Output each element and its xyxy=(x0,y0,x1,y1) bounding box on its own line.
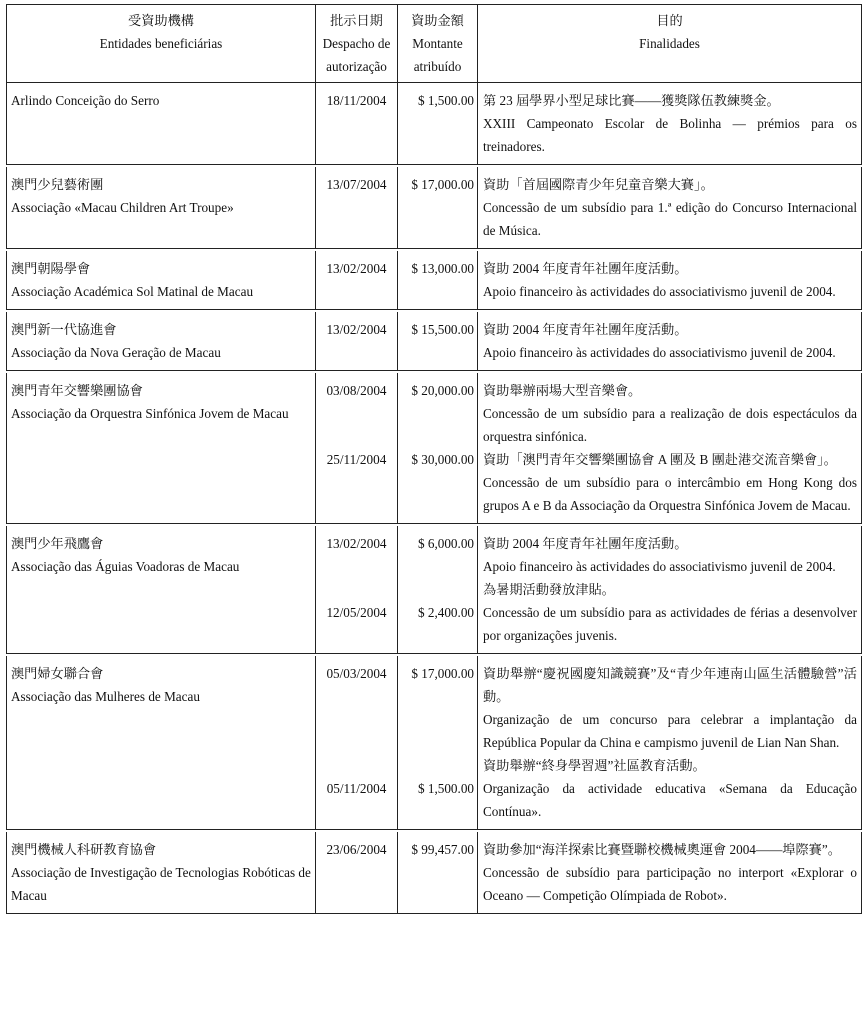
purpose-cell xyxy=(478,373,862,524)
table-row xyxy=(7,251,862,310)
purpose-cell xyxy=(478,832,862,914)
purpose-zh: 資助「首屆國際青少年兒童音樂大賽」。 xyxy=(483,177,714,192)
purpose-pt: Concessão de um subsídio para a realização de dois espectáculos da orquestra sinfónica. xyxy=(483,406,857,444)
date-cell: 18/11/2004 xyxy=(316,83,398,165)
purpose-zh: 資助「澳門青年交響樂團協會 A 團及 B 團赴港交流音樂會」。 xyxy=(483,452,837,467)
purpose-pt: Organização da actividade educativa «Semana da Educação Contínua». xyxy=(483,781,857,819)
entity-name-pt: Associação das Águias Voadoras de Macau xyxy=(11,559,240,574)
amount-cell: $ 99,457.00 xyxy=(398,832,478,914)
date-cell: 13/02/2004 12/05/2004 xyxy=(316,526,398,654)
entity-name-zh: 澳門婦女聯合會 xyxy=(11,666,104,681)
purpose-cell xyxy=(478,526,862,654)
entity-name-pt: Associação das Mulheres de Macau xyxy=(11,689,200,704)
entity-name-zh: 澳門機械人科研教育協會 xyxy=(11,842,157,857)
purpose-zh: 第 23 屆學界小型足球比賽——獲獎隊伍教練獎金。 xyxy=(483,93,780,108)
date-cell: 03/08/2004 25/11/2004 xyxy=(316,373,398,524)
entity-name-cell xyxy=(7,251,316,310)
header-date: 批示日期 Despacho de autorização xyxy=(316,5,398,83)
amount-cell: $ 17,000.00 $ 1,500.00 xyxy=(398,656,478,830)
purpose-cell xyxy=(478,83,862,165)
entity-name-pt: Associação Académica Sol Matinal de Macau xyxy=(11,284,254,299)
purpose-pt: Apoio financeiro às actividades do associativismo juvenil de 2004. xyxy=(483,559,836,574)
entity-name-cell xyxy=(7,526,316,654)
table-row xyxy=(7,656,862,830)
table-row xyxy=(7,526,862,654)
table-row xyxy=(7,83,862,165)
table-row xyxy=(7,167,862,249)
table-row xyxy=(7,373,862,524)
purpose-pt: Concessão de um subsídio para o intercâmbio em Hong Kong dos grupos A e B da Associação da Orquestra Sinfónica Jovem de Macau. xyxy=(483,475,857,513)
table-row xyxy=(7,312,862,371)
purpose-zh: 資助舉辦“慶祝國慶知識競賽”及“青少年連南山區生活體驗營”活動。 xyxy=(483,666,857,704)
entity-name-zh: 澳門少兒藝術團 xyxy=(11,177,104,192)
entity-name-pt: Associação de Investigação de Tecnologias Robóticas de Macau xyxy=(11,865,311,903)
entity-name-pt: Arlindo Conceição do Serro xyxy=(11,93,160,108)
entity-name-zh: 澳門朝陽學會 xyxy=(11,261,91,276)
header-entity: 受資助機構 Entidades beneficiárias xyxy=(7,5,316,83)
entity-name-zh: 澳門少年飛鷹會 xyxy=(11,536,104,551)
purpose-pt: XXIII Campeonato Escolar de Bolinha — prémios para os treinadores. xyxy=(483,116,857,154)
purpose-pt: Concessão de um subsídio para 1.ª edição do Concurso Internacional de Música. xyxy=(483,200,857,238)
date-cell: 13/02/2004 xyxy=(316,312,398,371)
date-cell: 23/06/2004 xyxy=(316,832,398,914)
amount-cell: $ 20,000.00 $ 30,000.00 xyxy=(398,373,478,524)
date-cell: 05/03/2004 05/11/2004 xyxy=(316,656,398,830)
purpose-pt: Organização de um concurso para celebrar a implantação da República Popular da China e campismo juvenil de Lian Nan Shan. xyxy=(483,712,857,750)
date-cell: 13/02/2004 xyxy=(316,251,398,310)
entity-name-pt: Associação «Macau Children Art Troupe» xyxy=(11,200,234,215)
entity-name-cell xyxy=(7,83,316,165)
entity-name-cell xyxy=(7,656,316,830)
amount-cell: $ 1,500.00 xyxy=(398,83,478,165)
purpose-zh: 資助 2004 年度青年社團年度活動。 xyxy=(483,536,688,551)
purpose-cell xyxy=(478,251,862,310)
amount-cell: $ 6,000.00 $ 2,400.00 xyxy=(398,526,478,654)
purpose-pt: Concessão de subsídio para participação no interport «Explorar o Oceano — Competição Olímpiada de Robot». xyxy=(483,865,857,903)
entity-name-zh: 澳門青年交響樂團協會 xyxy=(11,383,143,398)
entity-name-pt: Associação da Nova Geração de Macau xyxy=(11,345,221,360)
purpose-cell xyxy=(478,312,862,371)
purpose-zh: 資助舉辦“終身學習週”社區教育活動。 xyxy=(483,758,706,773)
header-purpose: 目的 Finalidades xyxy=(478,5,862,83)
entity-name-cell xyxy=(7,373,316,524)
purpose-pt: Concessão de um subsídio para as actividades de férias a desenvolver por organizações juvenis. xyxy=(483,605,857,643)
purpose-zh: 資助舉辦兩場大型音樂會。 xyxy=(483,383,642,398)
subsidy-table xyxy=(6,4,862,914)
entity-name-cell xyxy=(7,832,316,914)
entity-name-cell xyxy=(7,312,316,371)
amount-cell: $ 13,000.00 xyxy=(398,251,478,310)
table-row xyxy=(7,832,862,914)
entity-name-cell xyxy=(7,167,316,249)
amount-cell: $ 17,000.00 xyxy=(398,167,478,249)
purpose-pt: Apoio financeiro às actividades do associativismo juvenil de 2004. xyxy=(483,284,836,299)
purpose-cell xyxy=(478,656,862,830)
header-amount: 資助金額 Montante atribuído xyxy=(398,5,478,83)
purpose-zh: 為暑期活動發放津貼。 xyxy=(483,582,615,597)
purpose-cell xyxy=(478,167,862,249)
amount-cell: $ 15,500.00 xyxy=(398,312,478,371)
purpose-zh: 資助參加“海洋探索比賽暨聯校機械奧運會 2004——埠際賽”。 xyxy=(483,842,841,857)
header-row xyxy=(7,5,862,83)
entity-name-zh: 澳門新一代協進會 xyxy=(11,322,117,337)
entity-name-pt: Associação da Orquestra Sinfónica Jovem de Macau xyxy=(11,406,289,421)
purpose-pt: Apoio financeiro às actividades do associativismo juvenil de 2004. xyxy=(483,345,836,360)
date-cell: 13/07/2004 xyxy=(316,167,398,249)
purpose-zh: 資助 2004 年度青年社團年度活動。 xyxy=(483,261,688,276)
purpose-zh: 資助 2004 年度青年社團年度活動。 xyxy=(483,322,688,337)
